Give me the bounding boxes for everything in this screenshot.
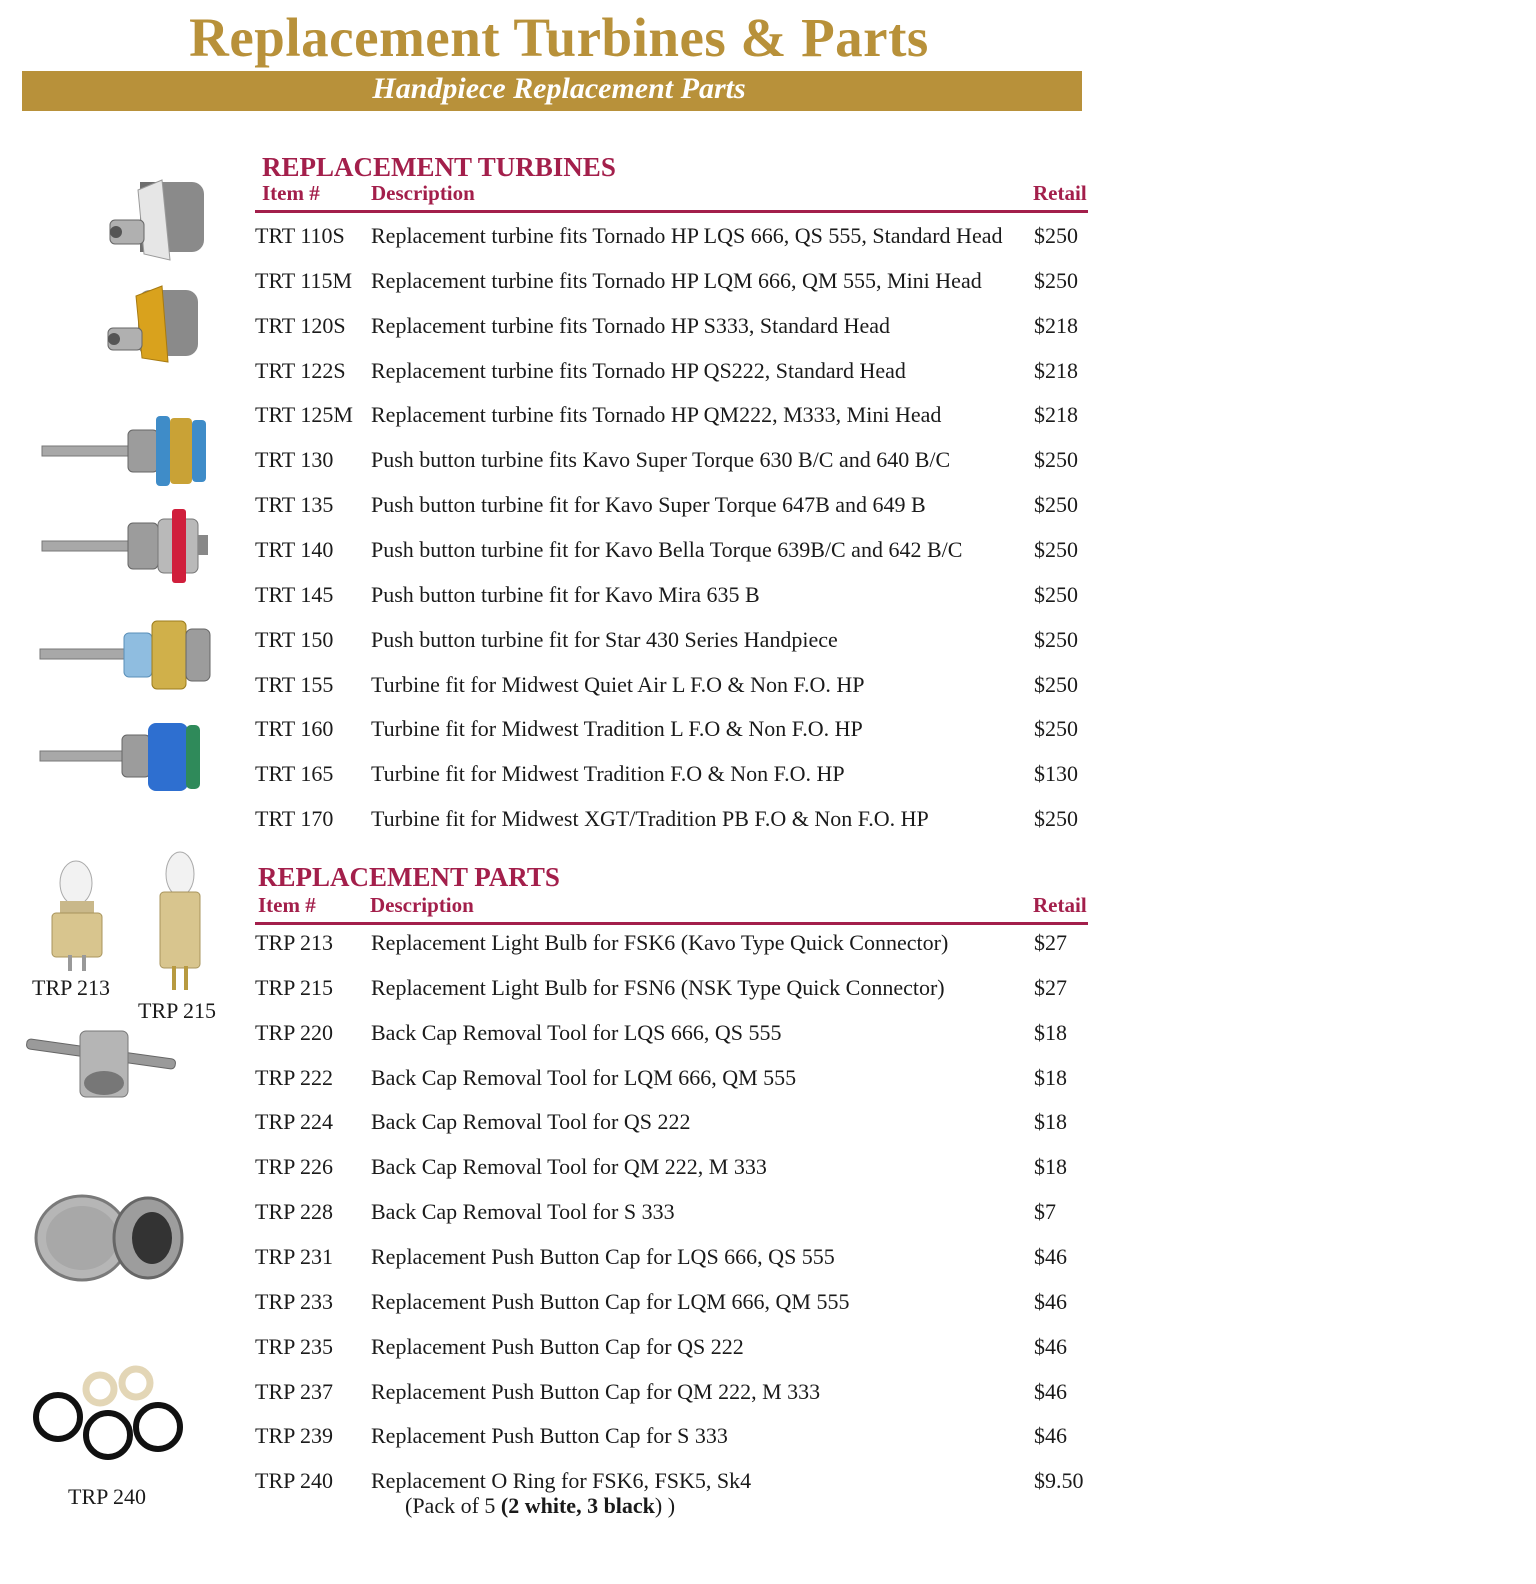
table-row: [255, 627, 1095, 667]
table-row: [255, 806, 1095, 846]
item-description: Replacement turbine fits Tornado HP S333, Standard Head: [371, 312, 891, 338]
item-description: Push button turbine fits Kavo Super Torque 630 B/C and 640 B/C: [371, 447, 951, 473]
table-row: [255, 975, 1095, 1015]
item-description: Turbine fit for Midwest XGT/Tradition PB F.O & Non F.O. HP: [371, 806, 929, 832]
table-row: [255, 223, 1095, 263]
item-description: Back Cap Removal Tool for LQS 666, QS 555: [371, 1019, 782, 1045]
table-row: [255, 1289, 1095, 1329]
item-number: TRP 228: [255, 1199, 334, 1225]
retail-price: $250: [1034, 671, 1078, 697]
item-number: TRT 165: [255, 761, 334, 787]
item-number: TRP 222: [255, 1064, 334, 1090]
table-row: [255, 1334, 1095, 1374]
item-description: Push button turbine fit for Kavo Mira 635 B: [371, 581, 760, 607]
item-number: TRP 239: [255, 1423, 334, 1449]
retail-price: $18: [1034, 1019, 1067, 1045]
page-title: Replacement Turbines & Parts: [189, 7, 929, 68]
pack-note-prefix: (Pack of 5: [405, 1493, 501, 1518]
retail-price: $46: [1034, 1288, 1067, 1314]
item-description: Turbine fit for Midwest Tradition F.O & Non F.O. HP: [371, 761, 845, 787]
item-description: Push button turbine fit for Kavo Bella Torque 639B/C and 642 B/C: [371, 536, 963, 562]
retail-price: $250: [1034, 536, 1078, 562]
retail-price: $18: [1034, 1154, 1067, 1180]
retail-price: $130: [1034, 761, 1078, 787]
orings-caption: TRP 240: [68, 1484, 147, 1509]
retail-price: $9.50: [1034, 1468, 1084, 1494]
item-description: Replacement turbine fits Tornado HP QM222, M333, Mini Head: [371, 402, 942, 428]
banner-subtitle: Handpiece Replacement Parts: [372, 72, 746, 105]
retail-price: $250: [1034, 447, 1078, 473]
item-number: TRT 155: [255, 671, 334, 697]
table-row: [255, 1109, 1095, 1149]
retail-price: $250: [1034, 581, 1078, 607]
table-row: [255, 402, 1095, 442]
item-number: TRP 213: [255, 930, 334, 955]
item-number: TRP 224: [255, 1109, 334, 1135]
item-description: Back Cap Removal Tool for QM 222, M 333: [371, 1154, 767, 1180]
table-row: [255, 582, 1095, 622]
item-description: Turbine fit for Midwest Quiet Air L F.O & Non F.O. HP: [371, 671, 865, 697]
retail-price: $218: [1034, 312, 1078, 338]
turbines-header-rule: [255, 210, 1088, 213]
retail-price: $46: [1034, 1333, 1067, 1359]
item-description: Back Cap Removal Tool for QS 222: [371, 1109, 691, 1135]
item-description: Replacement Push Button Cap for LQS 666, QS 555: [371, 1243, 835, 1269]
item-number: TRT 170: [255, 806, 334, 832]
table-row: [255, 1379, 1095, 1419]
table-row: [255, 1020, 1095, 1060]
item-number: TRT 110S: [255, 223, 345, 248]
retail-price: $46: [1034, 1243, 1067, 1269]
retail-column-header: Retail: [1033, 181, 1087, 205]
item-number: TRT 135: [255, 492, 334, 518]
item-description: Replacement turbine fits Tornado HP LQS 666, QS 555, Standard Head: [371, 223, 1003, 248]
turbines-section-title: REPLACEMENT TURBINES: [262, 152, 616, 182]
retail-price: $218: [1034, 357, 1078, 383]
parts-header-rule: [255, 922, 1088, 925]
table-row: [255, 537, 1095, 577]
table-row: [255, 716, 1095, 756]
item-number: TRP 215: [255, 974, 334, 1000]
kavo-turbine-gold-image: [38, 410, 213, 490]
retail-price: $250: [1034, 716, 1078, 742]
kavo-turbine-red-image: [38, 505, 213, 585]
bulb-trp215-image: [150, 848, 210, 993]
mini-head-turbine-image: [100, 280, 210, 375]
retail-column-header: Retail: [1033, 893, 1087, 917]
item-number: TRP 226: [255, 1154, 334, 1180]
bulb-b-caption: TRP 215: [138, 998, 217, 1023]
item-number: TRT 140: [255, 536, 334, 562]
standard-head-turbine-image: [100, 170, 220, 270]
item-description: Push button turbine fit for Star 430 Series Handpiece: [371, 626, 838, 652]
retail-price: $250: [1034, 626, 1078, 652]
midwest-turbine-image: [36, 715, 206, 800]
item-description: Replacement Light Bulb for FSN6 (NSK Type Quick Connector): [371, 974, 945, 1000]
oring-pack-note: [405, 1493, 675, 1519]
item-number: TRT 115M: [255, 267, 353, 293]
table-row: [255, 1423, 1095, 1463]
item-description: Replacement Push Button Cap for QM 222, M 333: [371, 1378, 821, 1404]
back-cap-removal-tool-image: [24, 1025, 184, 1105]
item-number: TRP 233: [255, 1288, 334, 1314]
table-row: [255, 1065, 1095, 1105]
item-description: Replacement Push Button Cap for LQM 666, QM 555: [371, 1288, 850, 1314]
table-row: [255, 1199, 1095, 1239]
item-description: Back Cap Removal Tool for S 333: [371, 1199, 675, 1225]
retail-price: $250: [1034, 223, 1078, 248]
retail-price: $250: [1034, 806, 1078, 832]
push-button-cap-image: [30, 1190, 190, 1290]
turbines-table-header: [262, 181, 1088, 207]
bulb-trp213-image: [40, 855, 110, 975]
retail-price: $250: [1034, 267, 1078, 293]
item-description: Replacement O Ring for FSK6, FSK5, Sk4: [371, 1468, 752, 1494]
table-row: [255, 447, 1095, 487]
item-number: TRT 122S: [255, 357, 346, 383]
item-description: Push button turbine fit for Kavo Super Torque 647B and 649 B: [371, 492, 926, 518]
item-column-header: Item #: [262, 181, 320, 205]
table-row: [255, 358, 1095, 398]
retail-price: $27: [1034, 930, 1067, 955]
table-row: [255, 268, 1095, 308]
retail-price: $218: [1034, 402, 1078, 428]
item-description: Replacement turbine fits Tornado HP QS222, Standard Head: [371, 357, 906, 383]
item-number: TRP 231: [255, 1243, 334, 1269]
o-rings-image: [30, 1365, 190, 1465]
item-number: TRP 220: [255, 1019, 334, 1045]
item-number: TRT 120S: [255, 312, 346, 338]
table-row: [255, 313, 1095, 353]
retail-price: $7: [1034, 1199, 1056, 1225]
item-description: Replacement Light Bulb for FSK6 (Kavo Type Quick Connector): [371, 930, 949, 955]
retail-price: $46: [1034, 1378, 1067, 1404]
description-column-header: Description: [370, 893, 474, 917]
pack-note-bold: (2 white, 3 black: [500, 1493, 655, 1518]
item-description: Replacement turbine fits Tornado HP LQM 666, QM 555, Mini Head: [371, 267, 982, 293]
table-row: [255, 672, 1095, 712]
item-description: Back Cap Removal Tool for LQM 666, QM 555: [371, 1064, 797, 1090]
retail-price: $18: [1034, 1064, 1067, 1090]
table-row: [255, 1244, 1095, 1284]
retail-price: $250: [1034, 492, 1078, 518]
item-number: TRP 237: [255, 1378, 334, 1404]
item-number: TRP 235: [255, 1333, 334, 1359]
bulb-a-caption: TRP 213: [32, 975, 111, 1000]
item-number: TRT 125M: [255, 402, 353, 428]
retail-price: $46: [1034, 1423, 1067, 1449]
pack-note-suffix: ) ): [654, 1493, 676, 1518]
table-row: [255, 492, 1095, 532]
parts-section-title: REPLACEMENT PARTS: [258, 862, 560, 892]
item-number: TRT 145: [255, 581, 334, 607]
retail-price: $18: [1034, 1109, 1067, 1135]
retail-price: $27: [1034, 974, 1067, 1000]
item-description: Turbine fit for Midwest Tradition L F.O & Non F.O. HP: [371, 716, 863, 742]
item-number: TRT 130: [255, 447, 334, 473]
item-number: TRP 240: [255, 1468, 334, 1494]
description-column-header: Description: [371, 181, 475, 205]
star-turbine-image: [36, 615, 216, 695]
item-number: TRT 150: [255, 626, 334, 652]
item-column-header: Item #: [258, 893, 316, 917]
item-description: Replacement Push Button Cap for QS 222: [371, 1333, 744, 1359]
item-description: Replacement Push Button Cap for S 333: [371, 1423, 728, 1449]
item-number: TRT 160: [255, 716, 334, 742]
table-row: [255, 1154, 1095, 1194]
table-row: [255, 930, 1095, 970]
parts-table-header: [258, 893, 1087, 919]
table-row: [255, 761, 1095, 801]
